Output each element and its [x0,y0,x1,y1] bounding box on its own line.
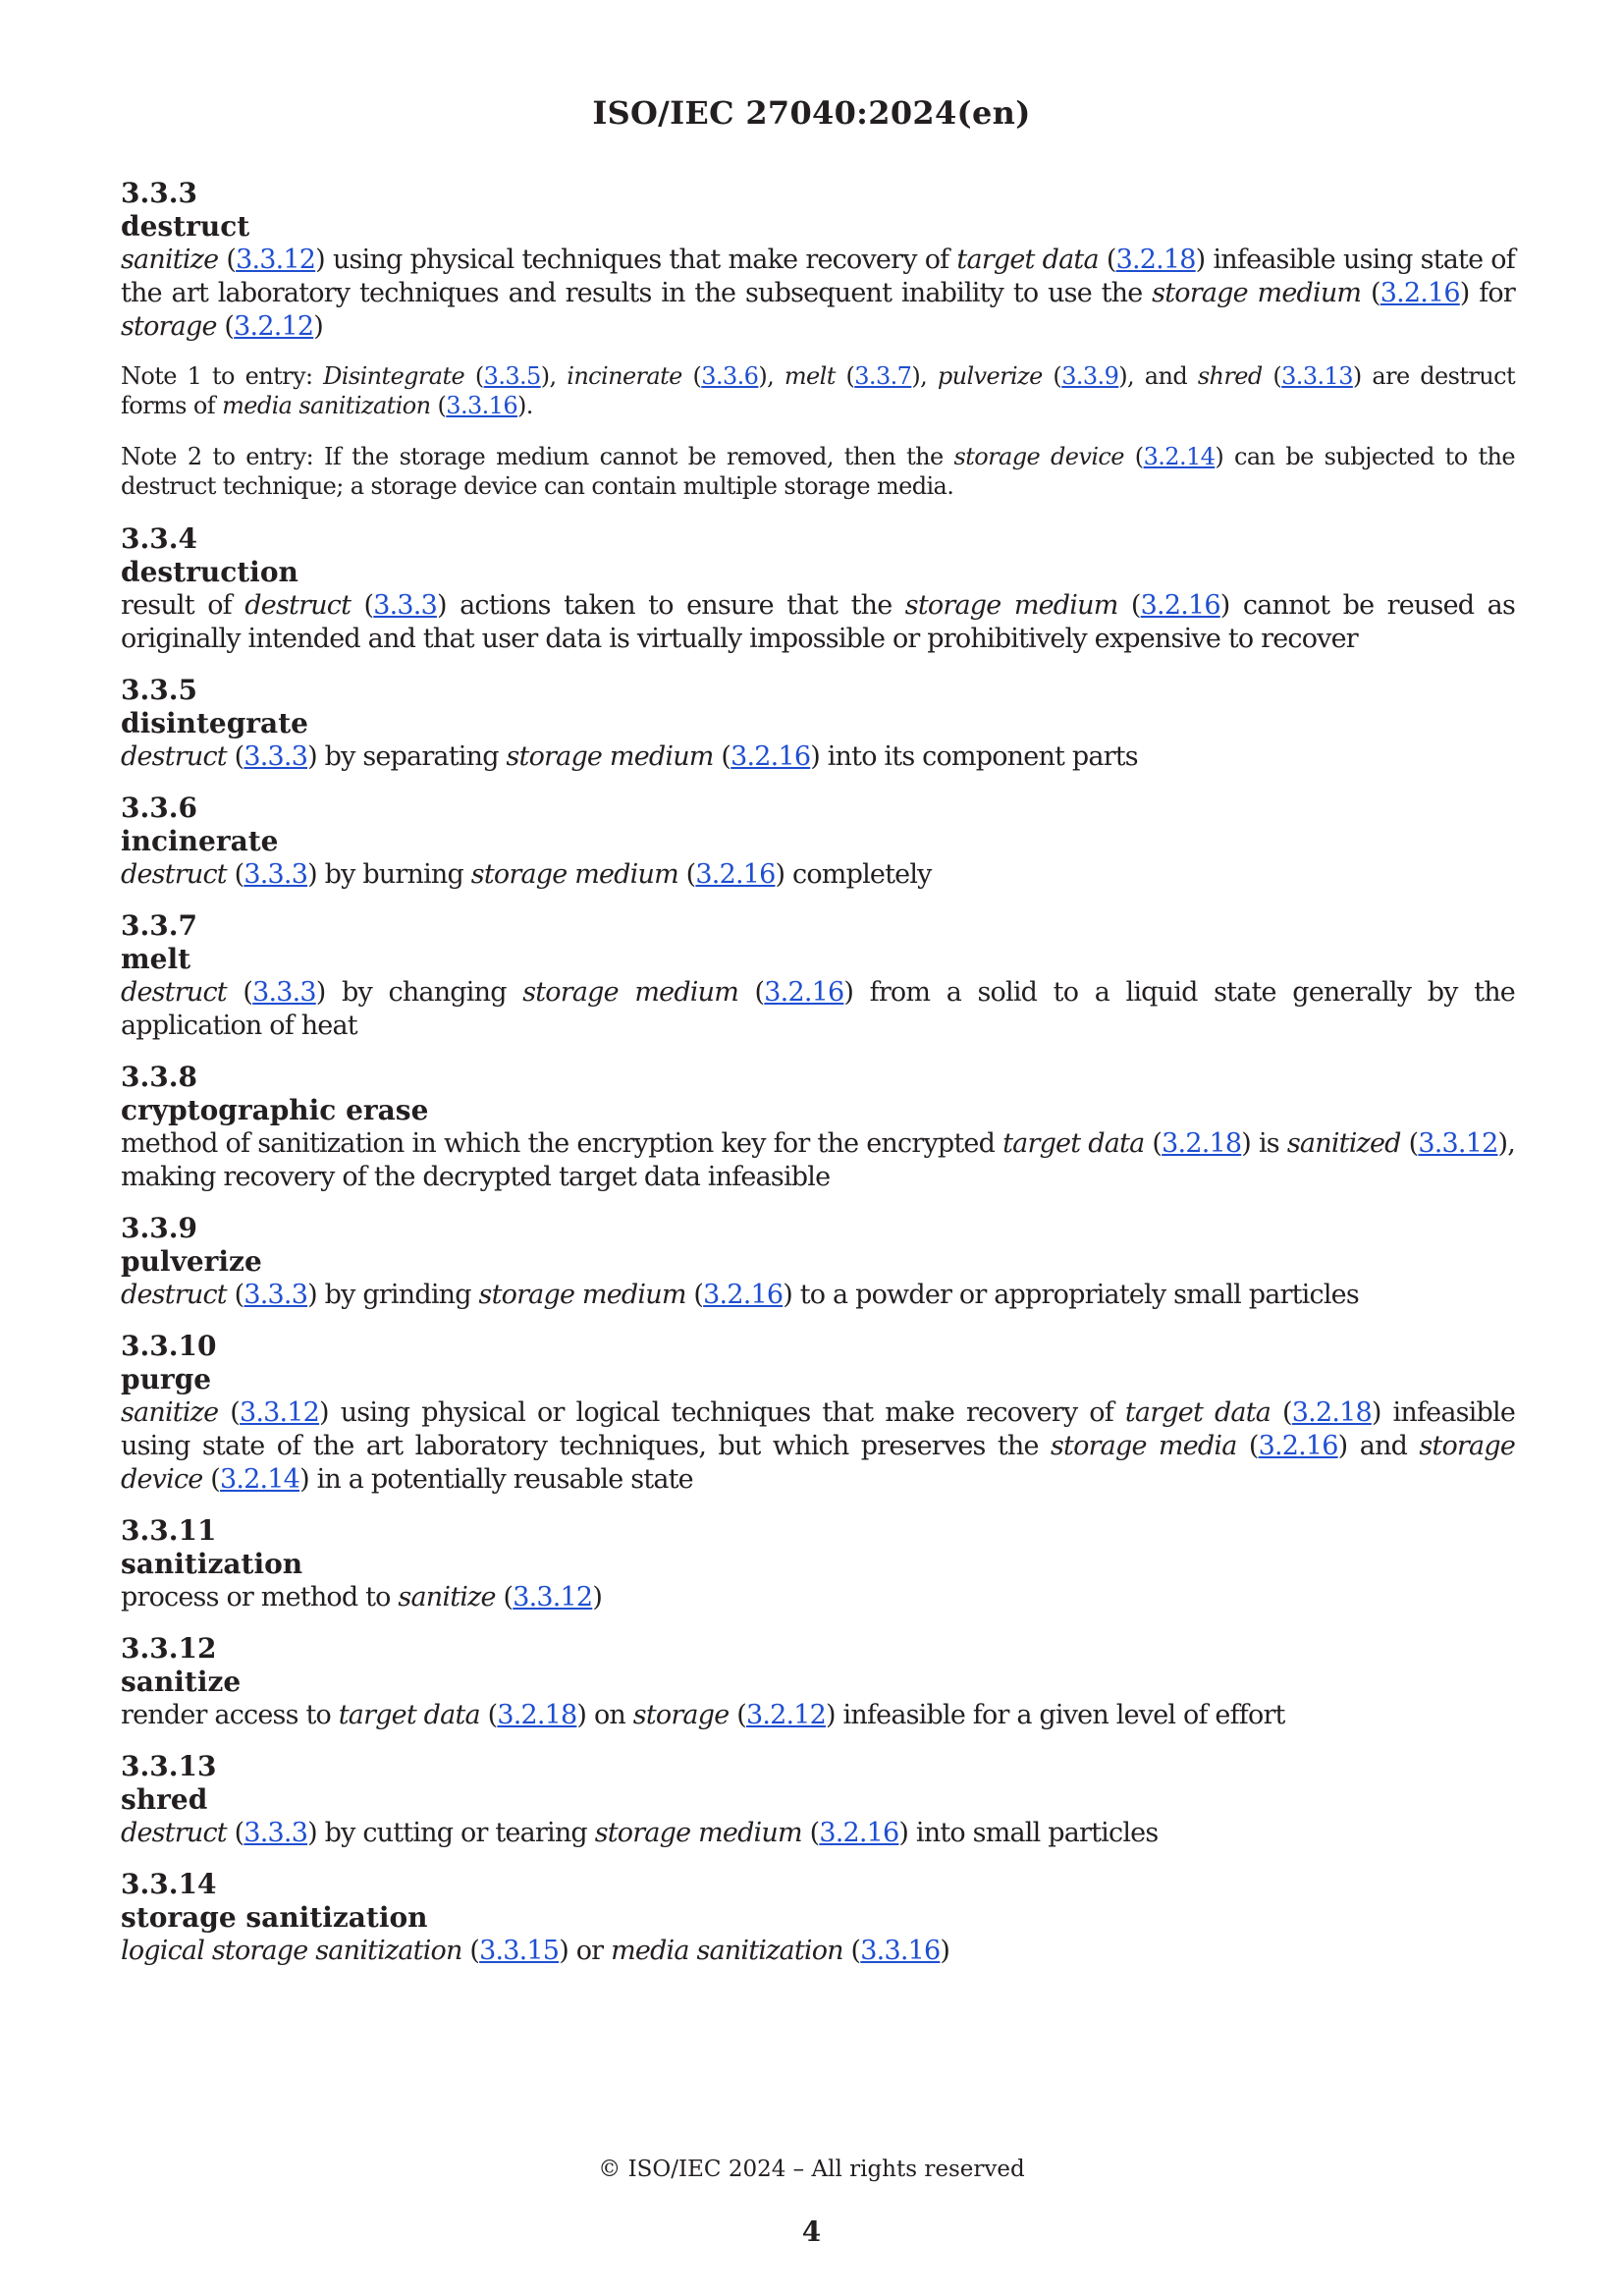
text-run: ( [1042,362,1062,390]
term-number: 3.3.5 [121,674,197,706]
text-run: ) infeasible using state of the art laboratory techniques, but which preserves the [121,1397,1516,1461]
text-run: ( [226,977,253,1008]
cross-reference-link[interactable]: 3.3.12 [239,1397,320,1428]
text-run: ), [758,362,784,390]
text-run: ( [226,1818,244,1848]
term-name: pulverize [121,1245,262,1278]
term-number: 3.3.3 [121,177,197,209]
text-run: ) by changing [315,977,523,1008]
cross-reference-link[interactable]: 3.3.3 [243,741,308,772]
text-run: ) from a solid to a liquid state generally by the application of heat [121,977,1515,1041]
cross-reference-link[interactable]: 3.3.12 [513,1582,593,1613]
text-run: ), [911,362,938,390]
italic-term: storage medium [522,977,739,1008]
term-name: disintegrate [121,707,308,739]
text-run: ( [430,392,447,419]
text-run: ( [461,1936,480,1966]
text-run: ) [940,1936,950,1966]
cross-reference-link[interactable]: 3.3.12 [1418,1128,1498,1159]
text-run: ( [1262,362,1282,390]
text-run: ( [842,1936,861,1966]
term-name: melt [121,943,191,975]
text-run: ( [1271,1397,1292,1428]
text-run: ( [677,859,696,890]
term-number: 3.3.4 [121,522,197,555]
text-run: ) into small particles [898,1818,1159,1848]
italic-term: storage medium [478,1280,686,1310]
cross-reference-link[interactable]: 3.2.12 [745,1700,827,1730]
italic-term: destruct [121,1818,227,1848]
italic-term: target data [1002,1128,1145,1159]
term-definition [121,976,1515,1043]
text-run: Note 2 to entry: If the storage medium cannot be removed, then the [121,443,954,470]
term-definition [121,589,1515,656]
term-definition [121,1699,1515,1732]
cross-reference-link[interactable]: 3.2.16 [1258,1431,1338,1461]
text-run: ) for [1459,278,1515,308]
term-name: incinerate [121,825,279,857]
italic-term: sanitize [121,1397,219,1428]
text-run: ) in a potentially reusable state [299,1464,693,1495]
term-name: destruction [121,556,298,588]
italic-term: target data [1124,1397,1271,1428]
text-run: ) [313,311,323,342]
italic-term: destruct [244,590,352,621]
italic-term: target data [956,245,1099,275]
term-name: shred [121,1783,208,1816]
italic-term: sanitize [398,1582,496,1613]
italic-term: sanitized [1286,1128,1401,1159]
italic-term: media sanitization [611,1936,843,1966]
italic-term: storage [121,311,217,342]
text-run: ( [1117,590,1141,621]
cross-reference-link[interactable]: 3.2.18 [497,1700,577,1730]
cross-reference-link[interactable]: 3.2.16 [1140,590,1220,621]
italic-term: pulverize [937,362,1043,390]
text-run: ) completely [775,859,932,890]
text-run: ) by grinding [307,1280,479,1310]
term-number: 3.3.14 [121,1868,217,1900]
italic-term: media sanitization [222,392,431,419]
text-run: ), and [1118,362,1198,390]
text-run: ) infeasible using state of the art laboratory techniques and results in the subsequent inability to use the [121,245,1515,308]
term-number: 3.3.7 [121,909,197,942]
text-run: ( [495,1582,514,1613]
cross-reference-link[interactable]: 3.3.7 [854,362,912,390]
text-run: ) using physical or logical techniques that make recovery of [319,1397,1125,1428]
text-run: ( [738,977,765,1008]
text-run: ). [517,392,533,419]
text-run: ( [713,741,731,772]
cross-reference-link[interactable]: 3.3.3 [373,590,437,621]
text-run: Note 1 to entry: [121,362,324,390]
cross-reference-link[interactable]: 3.2.14 [219,1464,300,1495]
cross-reference-link[interactable]: 3.3.3 [243,1280,308,1310]
text-run: ) using physical techniques that make recovery of [315,245,957,275]
italic-term: Disintegrate [323,362,465,390]
italic-term: storage media [1051,1431,1237,1461]
note-to-entry [121,442,1515,501]
term-number: 3.3.11 [121,1514,217,1547]
term-definition [121,858,1515,892]
text-run: ), making recovery of the decrypted target data infeasible [121,1128,1515,1192]
text-run: ) [592,1582,603,1613]
term-name: storage sanitization [121,1901,428,1934]
term-definition [121,1279,1515,1312]
cross-reference-link[interactable]: 3.2.18 [1115,245,1196,275]
copyright-footer: © ISO/IEC 2024 – All rights reserved [598,2157,1025,2182]
term-number: 3.3.13 [121,1750,217,1782]
text-run: ) is [1241,1128,1287,1159]
text-run: ( [226,1280,244,1310]
text-run: ) or [559,1936,612,1966]
text-run: ( [1123,443,1144,470]
italic-term: sanitize [121,245,219,275]
text-run: ( [685,1280,704,1310]
text-run: ( [351,590,374,621]
cross-reference-link[interactable]: 3.3.6 [701,362,759,390]
text-run: ) to a powder or appropriately small particles [783,1280,1359,1310]
text-run: ( [1400,1128,1419,1159]
text-run: ( [835,362,855,390]
italic-term: target data [338,1700,480,1730]
cross-reference-link[interactable]: 3.2.16 [1380,278,1460,308]
cross-reference-link[interactable]: 3.3.3 [243,1818,308,1848]
term-entry [121,909,1515,1043]
term-number: 3.3.8 [121,1061,197,1093]
term-definition [121,740,1515,774]
cross-reference-link[interactable]: 3.3.3 [252,977,316,1008]
term-number: 3.3.12 [121,1632,217,1665]
text-run: ) on [576,1700,633,1730]
text-run: ( [226,741,244,772]
term-definition [121,244,1515,344]
text-run: ) and [1337,1431,1420,1461]
term-name: purge [121,1363,212,1395]
cross-reference-link[interactable]: 3.3.12 [236,245,316,275]
italic-term: melt [784,362,836,390]
cross-reference-link[interactable]: 3.3.16 [446,392,518,419]
text-run: ) infeasible for a given level of effort [826,1700,1285,1730]
cross-reference-link[interactable]: 3.2.14 [1143,443,1216,470]
text-run: ( [464,362,484,390]
italic-term: storage medium [904,590,1118,621]
terms-list [121,177,1515,1986]
text-run: ) are destruct forms of [121,362,1516,419]
italic-term: storage medium [1152,278,1362,308]
term-definition [121,1581,1515,1614]
term-number: 3.3.9 [121,1212,197,1244]
cross-reference-link[interactable]: 3.2.16 [764,977,844,1008]
note-to-entry [121,361,1515,420]
cross-reference-link[interactable]: 3.2.18 [1291,1397,1372,1428]
text-run: ), [540,362,568,390]
term-entry [121,1061,1515,1194]
term-entry [121,1868,1515,1968]
cross-reference-link[interactable]: 3.2.16 [730,741,811,772]
italic-term: incinerate [567,362,682,390]
page-number: 4 [801,2215,822,2248]
term-entry [121,177,1515,501]
text-run: ) actions taken to ensure that the [436,590,905,621]
italic-term: storage medium [506,741,714,772]
term-name: cryptographic erase [121,1094,429,1126]
text-run: ) can be subjected to the destruct technique; a storage device can contain multiple storage media. [121,443,1515,500]
term-definition [121,1935,1515,1968]
text-run: ( [226,859,244,890]
term-entry [121,674,1515,774]
text-run: ( [218,1397,240,1428]
text-run: ( [1236,1431,1259,1461]
text-run: ( [1361,278,1380,308]
cross-reference-link[interactable]: 3.2.16 [819,1818,899,1848]
cross-reference-link[interactable]: 3.3.5 [483,362,541,390]
cross-reference-link[interactable]: 3.3.15 [479,1936,560,1966]
term-entry [121,1330,1515,1497]
italic-term: destruct [121,1280,227,1310]
text-run: ( [801,1818,820,1848]
text-run: ( [218,245,237,275]
term-entry [121,1750,1515,1850]
text-run: ( [1098,245,1116,275]
text-run: result of [121,590,245,621]
text-run: method of sanitization in which the encryption key for the encrypted [121,1128,1003,1159]
term-definition [121,1127,1515,1194]
cross-reference-link[interactable]: 3.2.16 [703,1280,784,1310]
term-entry [121,522,1515,656]
text-run: ( [681,362,702,390]
cross-reference-link[interactable]: 3.3.16 [860,1936,941,1966]
text-run: ( [216,311,235,342]
italic-term: destruct [121,741,227,772]
document-header: ISO/IEC 27040:2024(en) [592,94,1031,132]
text-run: ) by cutting or tearing [307,1818,595,1848]
term-entry [121,1632,1515,1732]
italic-term: shred [1197,362,1263,390]
italic-term: logical storage sanitization [121,1936,462,1966]
text-run: ( [479,1700,498,1730]
term-entry [121,1514,1515,1614]
text-run: ) by separating [307,741,507,772]
text-run: ( [729,1700,746,1730]
italic-term: storage medium [470,859,678,890]
italic-term: destruct [121,859,227,890]
italic-term: storage device [953,443,1124,470]
term-number: 3.3.6 [121,792,197,824]
text-run: ( [202,1464,220,1495]
cross-reference-link[interactable]: 3.2.12 [234,311,314,342]
italic-term: storage [632,1700,730,1730]
text-run: process or method to [121,1582,399,1613]
italic-term: storage device [121,1431,1516,1495]
term-name: sanitization [121,1548,303,1580]
term-definition [121,1817,1515,1850]
term-definition [121,1396,1515,1497]
cross-reference-link[interactable]: 3.3.13 [1281,362,1353,390]
italic-term: storage medium [594,1818,802,1848]
term-name: sanitize [121,1666,242,1698]
text-run: ( [1144,1128,1163,1159]
cross-reference-link[interactable]: 3.2.18 [1162,1128,1242,1159]
term-number: 3.3.10 [121,1330,217,1362]
text-run: ) into its component parts [810,741,1138,772]
italic-term: destruct [121,977,227,1008]
text-run: ) by burning [307,859,471,890]
text-run: render access to [121,1700,339,1730]
term-name: destruct [121,210,250,243]
term-entry [121,792,1515,892]
term-entry [121,1212,1515,1312]
cross-reference-link[interactable]: 3.3.3 [243,859,308,890]
text-run: ) cannot be reused as originally intended and that user data is virtually impossible or prohibitively expensive to recover [121,590,1515,654]
cross-reference-link[interactable]: 3.2.16 [695,859,776,890]
cross-reference-link[interactable]: 3.3.9 [1061,362,1119,390]
